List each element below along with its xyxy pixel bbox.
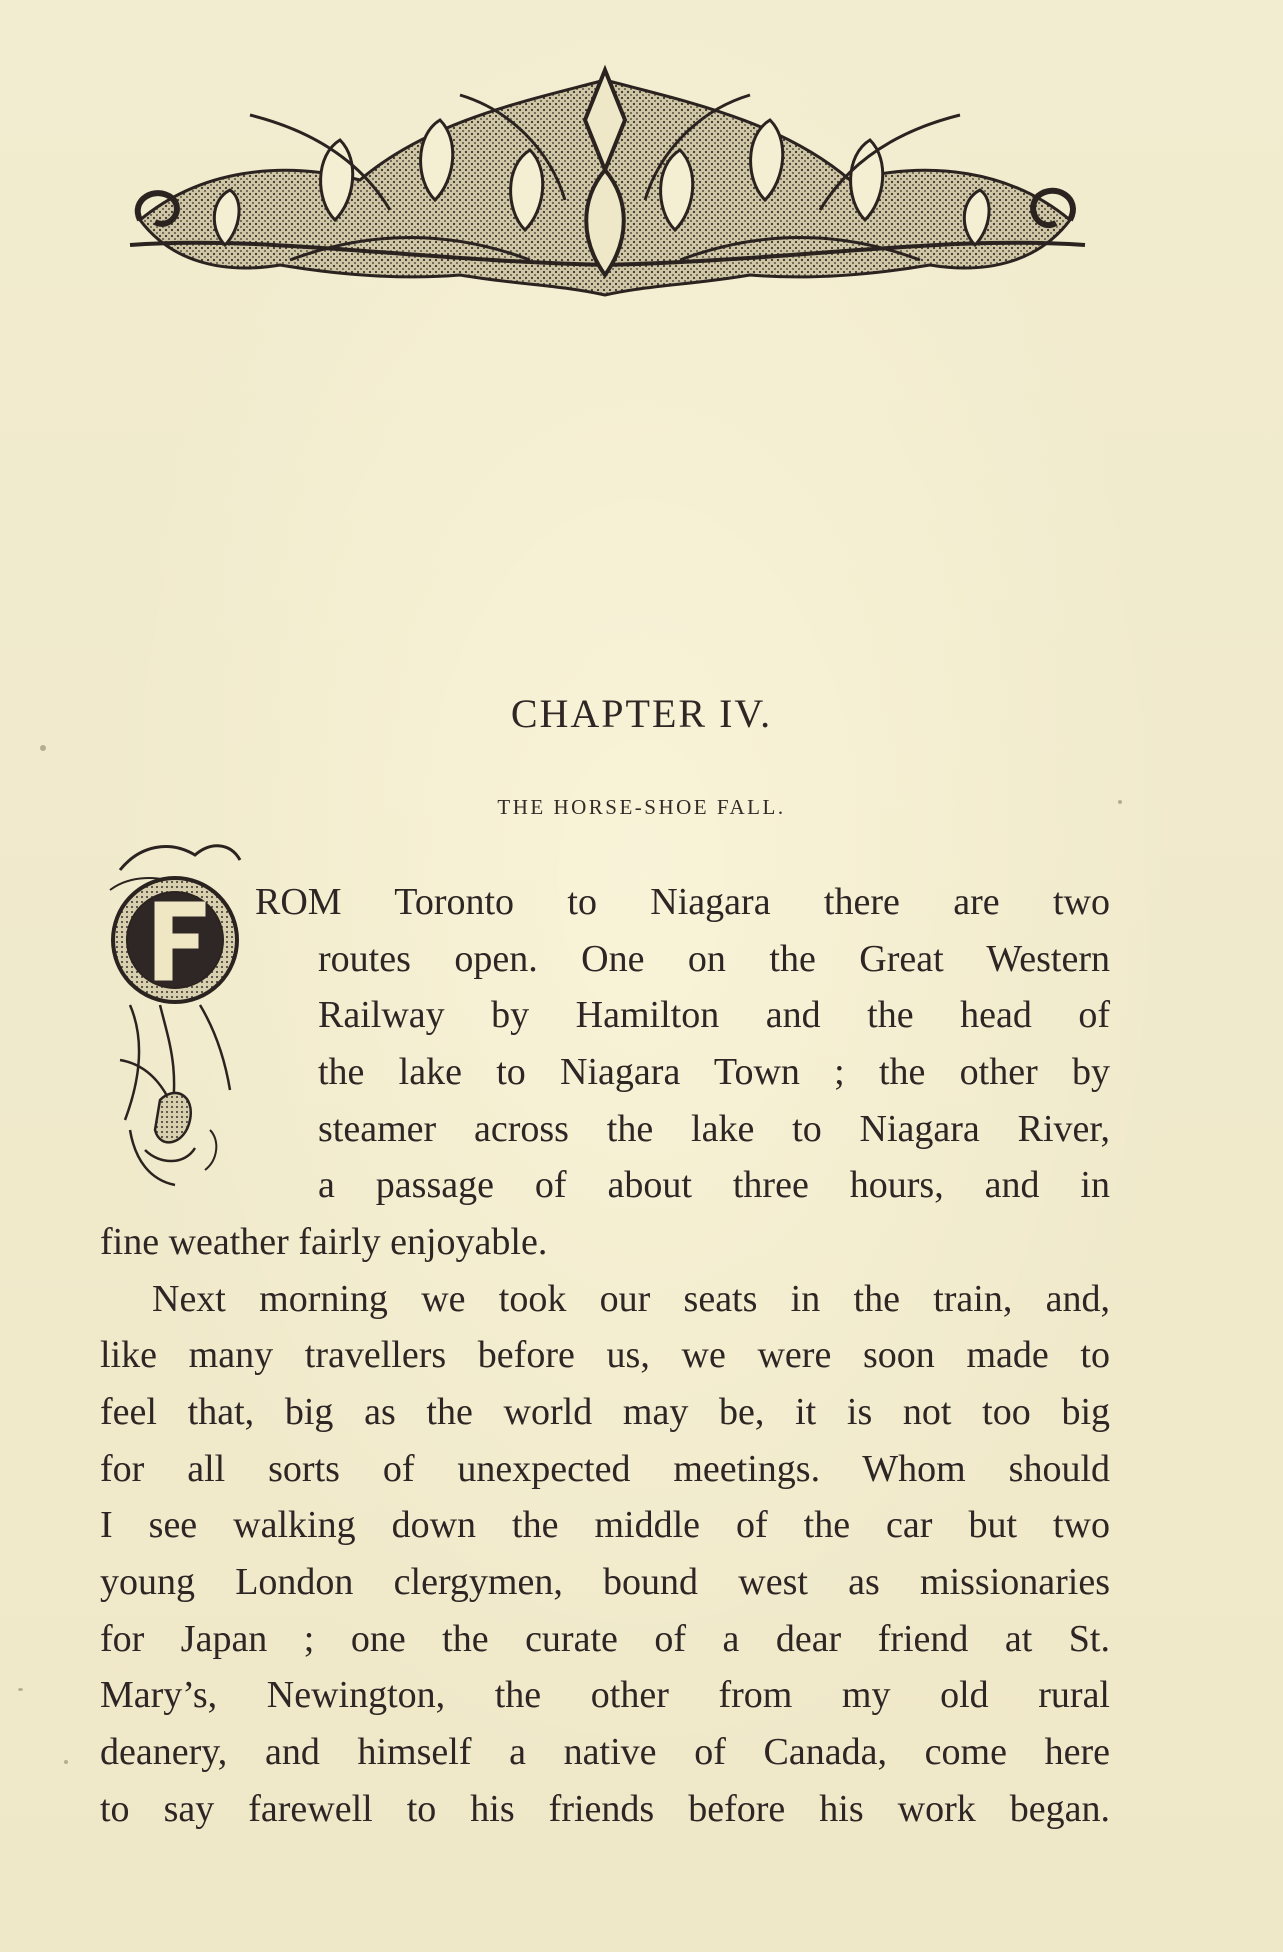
paragraph-2-line-8: Mary’s, Newington, the other from my old rural xyxy=(100,1674,1110,1716)
paragraph-2-line-1: Next morning we took our seats in the train, and, xyxy=(152,1278,1110,1320)
paper-speck xyxy=(40,745,46,751)
paragraph-2-line-2: like many travellers before us, we were soon made to xyxy=(100,1334,1110,1376)
paragraph-2-line-7: for Japan ; one the curate of a dear friend at St. xyxy=(100,1618,1110,1660)
chapter-subtitle: THE HORSE-SHOE FALL. xyxy=(497,795,786,819)
paragraph-1-line-5: steamer across the lake to Niagara River, xyxy=(318,1108,1110,1150)
paragraph-2-line-3: feel that, big as the world may be, it is not too big xyxy=(100,1391,1110,1433)
paragraph-2-line-5: I see walking down the middle of the car but two xyxy=(100,1504,1110,1546)
paragraph-2-line-9: deanery, and himself a native of Canada, come here xyxy=(100,1731,1110,1773)
paragraph-1-line-7: fine weather fairly enjoyable. xyxy=(100,1221,548,1263)
paper-speck xyxy=(18,1688,23,1691)
paragraph-1-line-3: Railway by Hamilton and the head of xyxy=(318,994,1110,1036)
paragraph-2-line-4: for all sorts of unexpected meetings. Whom should xyxy=(100,1448,1110,1490)
paragraph-1-line-2: routes open. One on the Great Western xyxy=(318,938,1110,980)
paragraph-2-line-10: to say farewell to his friends before his work began. xyxy=(100,1788,1110,1830)
paragraph-1-line-4: the lake to Niagara Town ; the other by xyxy=(318,1051,1110,1093)
paper-speck xyxy=(64,1760,68,1764)
paragraph-1-line-6: a passage of about three hours, and in xyxy=(318,1164,1110,1206)
paragraph-1-line-1: ROM Toronto to Niagara there are two xyxy=(255,881,1110,923)
paragraph-2-line-6: young London clergymen, bound west as missionaries xyxy=(100,1561,1110,1603)
floral-headpiece-icon xyxy=(110,60,1100,300)
ornamental-initial-f-icon xyxy=(100,830,260,1210)
chapter-title: CHAPTER IV. xyxy=(510,691,773,736)
paper-speck xyxy=(1118,800,1122,804)
